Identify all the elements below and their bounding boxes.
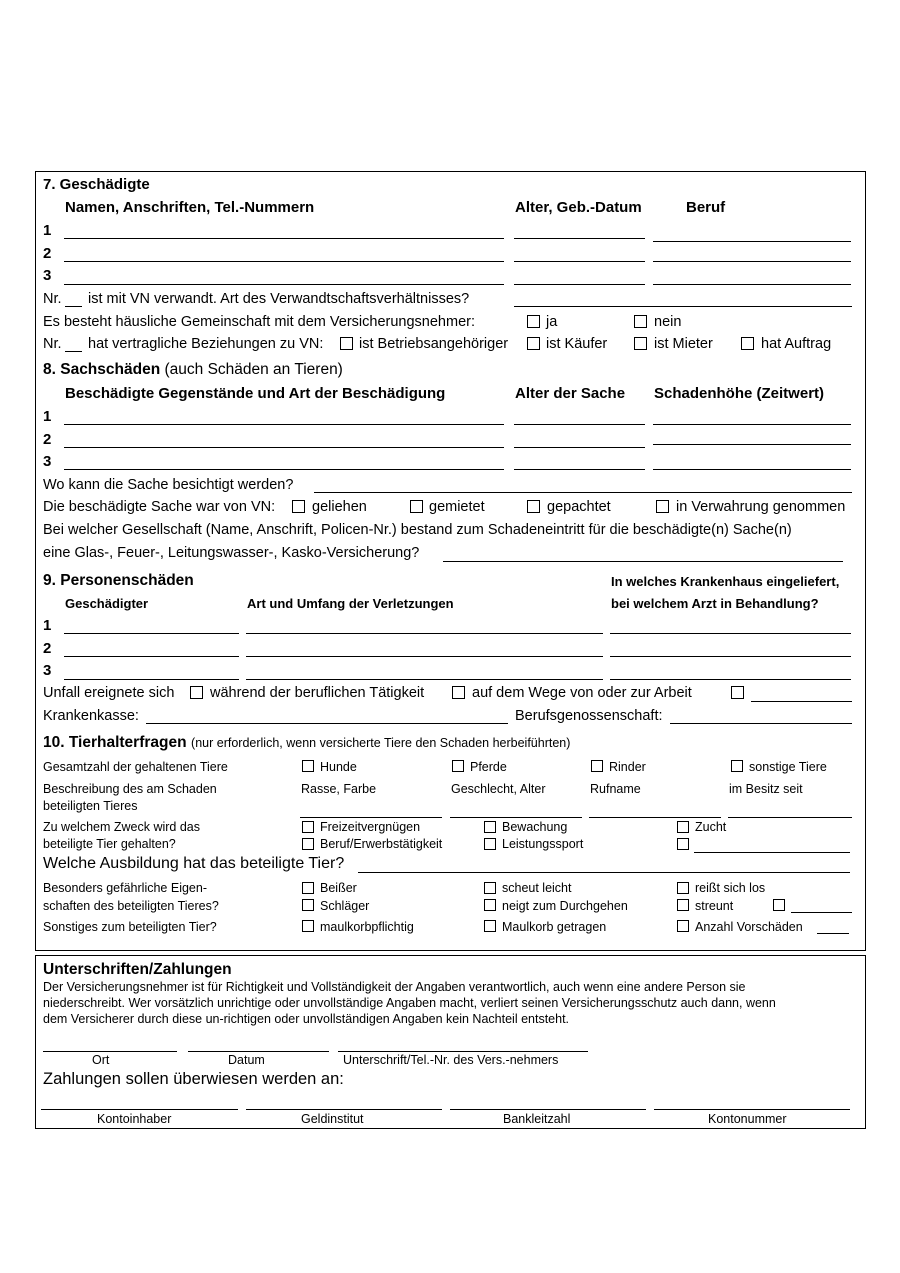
- item-field[interactable]: [64, 469, 504, 470]
- section-8-title: [43, 361, 343, 379]
- job-field[interactable]: [653, 284, 851, 285]
- checkbox-verwahrung[interactable]: [656, 500, 669, 513]
- amount-field[interactable]: [653, 469, 851, 470]
- maulkorbpflichtig-label: maulkorbpflichtig: [320, 920, 414, 934]
- injuries-field[interactable]: [246, 679, 603, 680]
- inspection-location-field[interactable]: [314, 492, 852, 493]
- household-question: Es besteht häusliche Gemeinschaft mit dem Versicherungsnehmer:: [43, 314, 475, 330]
- geliehen-label: geliehen: [312, 499, 367, 515]
- krankenkasse-field[interactable]: [146, 723, 508, 724]
- disclaimer-line3: dem Versicherer durch diese un-richtigen oder unvollständigen Angaben kein Nachteil entsteht.: [43, 1012, 570, 1026]
- row-number: 2: [43, 431, 52, 448]
- payment-heading: Zahlungen sollen überwiesen werden an:: [43, 1070, 344, 1088]
- animal-total-label: Gesamtzahl der gehaltenen Tiere: [43, 760, 228, 774]
- row-number: 3: [43, 662, 52, 679]
- hospital-field[interactable]: [610, 679, 851, 680]
- item-age-field[interactable]: [514, 469, 645, 470]
- checkbox-durchgehen[interactable]: [484, 899, 496, 911]
- leistungssport-label: Leistungssport: [502, 837, 584, 851]
- nein-label: nein: [654, 314, 682, 330]
- checkbox-other-purpose[interactable]: [677, 838, 689, 850]
- vorschaeden-field[interactable]: [817, 933, 849, 934]
- pferde-label: Pferde: [470, 760, 507, 774]
- col-header-age: Alter, Geb.-Datum: [515, 199, 642, 216]
- vorschaeden-label: Anzahl Vorschäden: [695, 920, 803, 934]
- mieter-label: ist Mieter: [654, 336, 713, 352]
- zucht-label: Zucht: [695, 820, 727, 834]
- krankenkasse-label: Krankenkasse:: [43, 708, 139, 724]
- scheut-label: scheut leicht: [502, 881, 572, 895]
- section-7-title: 7. Geschädigte: [43, 176, 150, 193]
- checkbox-maulkorbpflichtig[interactable]: [302, 920, 314, 932]
- contract-question: hat vertragliche Beziehungen zu VN:: [88, 336, 324, 352]
- insurer-field[interactable]: [443, 561, 843, 562]
- checkbox-leistungssport[interactable]: [484, 838, 496, 850]
- checkbox-gemietet[interactable]: [410, 500, 423, 513]
- nr-field[interactable]: [65, 306, 82, 307]
- checkbox-bewachung[interactable]: [484, 821, 496, 833]
- checkbox-streunt[interactable]: [677, 899, 689, 911]
- animal-description-line1: Beschreibung des am Schaden: [43, 782, 217, 796]
- erwerb-label: Beruf/Erwerbstätigkeit: [320, 837, 443, 851]
- hospital-header-line2: bei welchem Arzt in Behandlung?: [611, 596, 819, 611]
- kontonummer-field[interactable]: [654, 1109, 850, 1110]
- injuries-field[interactable]: [246, 633, 603, 634]
- hunde-label: Hunde: [320, 760, 357, 774]
- datum-field[interactable]: [188, 1051, 329, 1052]
- job-field[interactable]: [653, 241, 851, 242]
- rinder-label: Rinder: [609, 760, 646, 774]
- checkbox-kaeufer[interactable]: [527, 337, 540, 350]
- datum-label: Datum: [228, 1053, 265, 1067]
- row-number: 2: [43, 640, 52, 657]
- arbeitsweg-label: auf dem Wege von oder zur Arbeit: [472, 685, 692, 701]
- kontonummer-label: Kontonummer: [708, 1112, 787, 1126]
- kaeufer-label: ist Käufer: [546, 336, 608, 352]
- animal-description-line2: beteiligten Tieres: [43, 799, 138, 813]
- related-question: ist mit VN verwandt. Art des Verwandtschaftsverhältnisses?: [88, 291, 470, 307]
- where-question: Wo kann die Sache besichtigt werden?: [43, 477, 294, 493]
- purpose-question-line2: beteiligte Tier gehalten?: [43, 837, 176, 851]
- signature-field[interactable]: [338, 1051, 588, 1052]
- kontoinhaber-label: Kontoinhaber: [97, 1112, 172, 1126]
- checkbox-mieter[interactable]: [634, 337, 647, 350]
- item-age-field[interactable]: [514, 447, 645, 448]
- checkbox-beruflich[interactable]: [190, 686, 203, 699]
- section-9-title: 9. Personenschäden: [43, 572, 194, 589]
- bankleitzahl-label: Bankleitzahl: [503, 1112, 571, 1126]
- age-field[interactable]: [514, 284, 645, 285]
- gemietet-label: gemietet: [429, 499, 485, 515]
- other-danger-field[interactable]: [791, 912, 852, 913]
- item-field[interactable]: [64, 424, 504, 425]
- beruflich-label: während der beruflichen Tätigkeit: [210, 685, 425, 701]
- other-purpose-field[interactable]: [694, 852, 850, 853]
- geldinstitut-label: Geldinstitut: [301, 1112, 364, 1126]
- nr-label: Nr.: [43, 291, 62, 307]
- schlaeger-label: Schläger: [320, 899, 370, 913]
- name-field[interactable]: [64, 261, 504, 262]
- accident-question: Unfall ereignete sich: [43, 685, 175, 701]
- auftrag-label: hat Auftrag: [761, 336, 832, 352]
- disclaimer-line1: Der Versicherungsnehmer ist für Richtigkeit und Vollständigkeit der Angaben verantwortlich, auch wenn eine andere Person sie: [43, 980, 746, 994]
- checkbox-other-accident[interactable]: [731, 686, 744, 699]
- signature-title: Unterschriften/Zahlungen: [43, 961, 232, 978]
- beisser-label: Beißer: [320, 881, 357, 895]
- item-age-field[interactable]: [514, 424, 645, 425]
- reisst-label: reißt sich los: [695, 881, 766, 895]
- danger-question-line1: Besonders gefährliche Eigen-: [43, 881, 207, 895]
- name-field[interactable]: [64, 284, 504, 285]
- injured-field[interactable]: [64, 679, 239, 680]
- checkbox-other-danger[interactable]: [773, 899, 785, 911]
- checkbox-schlaeger[interactable]: [302, 899, 314, 911]
- checkbox-hunde[interactable]: [302, 760, 314, 772]
- section-10-title-rest: (nur erforderlich, wenn versicherte Tiere den Schaden herbeiführten): [191, 736, 571, 750]
- section-10-title-bold: 10. Tierhalterfragen: [43, 734, 187, 751]
- kontoinhaber-field[interactable]: [41, 1109, 238, 1110]
- geschlecht-field[interactable]: [450, 817, 582, 818]
- checkbox-reisst[interactable]: [677, 882, 689, 894]
- row-number: 1: [43, 222, 52, 239]
- row-number: 1: [43, 617, 52, 634]
- name-field[interactable]: [64, 238, 504, 239]
- row-number: 3: [43, 267, 52, 284]
- age-field[interactable]: [514, 238, 645, 239]
- hospital-header-line1: In welches Krankenhaus eingeliefert,: [611, 574, 840, 589]
- checkbox-geliehen[interactable]: [292, 500, 305, 513]
- training-question: Welche Ausbildung hat das beteiligte Tier?: [43, 855, 345, 872]
- col-header-injuries: Art und Umfang der Verletzungen: [247, 596, 454, 611]
- besitz-label: im Besitz seit: [729, 782, 803, 796]
- ja-label: ja: [546, 314, 558, 330]
- checkbox-ja[interactable]: [527, 315, 540, 328]
- freizeit-label: Freizeitvergnügen: [320, 820, 421, 834]
- training-field[interactable]: [358, 872, 850, 873]
- checkbox-pferde[interactable]: [452, 760, 464, 772]
- insurer-question-line2: eine Glas-, Feuer-, Leitungswasser-, Kasko-Versicherung?: [43, 545, 420, 561]
- checkbox-scheut[interactable]: [484, 882, 496, 894]
- section-8-title-bold: 8. Sachschäden: [43, 361, 161, 378]
- bankleitzahl-field[interactable]: [450, 1109, 646, 1110]
- amount-field[interactable]: [653, 444, 851, 445]
- job-field[interactable]: [653, 261, 851, 262]
- berufsgenossenschaft-field[interactable]: [670, 723, 852, 724]
- checkbox-zucht[interactable]: [677, 821, 689, 833]
- injured-field[interactable]: [64, 633, 239, 634]
- checkbox-gepachtet[interactable]: [527, 500, 540, 513]
- disclaimer-line2: niederschreibt. Wer vorsätzlich unrichtige oder unvollständige Angaben macht, verliert seinen Versicherungsschutz auch dann, wenn: [43, 996, 776, 1010]
- geschlecht-label: Geschlecht, Alter: [451, 782, 546, 796]
- gepachtet-label: gepachtet: [547, 499, 611, 515]
- nr-label: Nr.: [43, 336, 62, 352]
- berufsgenossenschaft-label: Berufsgenossenschaft:: [515, 708, 663, 724]
- besitz-field[interactable]: [728, 817, 852, 818]
- col-header-items: Beschädigte Gegenstände und Art der Beschädigung: [65, 385, 446, 402]
- danger-question-line2: schaften des beteiligten Tieres?: [43, 899, 219, 913]
- row-number: 3: [43, 453, 52, 470]
- checkbox-arbeitsweg[interactable]: [452, 686, 465, 699]
- checkbox-beisser[interactable]: [302, 882, 314, 894]
- row-number: 1: [43, 408, 52, 425]
- other-animal-label: Sonstiges zum beteiligten Tier?: [43, 920, 217, 934]
- item-field[interactable]: [64, 447, 504, 448]
- hospital-field[interactable]: [610, 656, 851, 657]
- checkbox-auftrag[interactable]: [741, 337, 754, 350]
- streunt-label: streunt: [695, 899, 734, 913]
- other-accident-field[interactable]: [751, 701, 852, 702]
- rufname-field[interactable]: [589, 817, 721, 818]
- checkbox-maulkorb-getragen[interactable]: [484, 920, 496, 932]
- rufname-label: Rufname: [590, 782, 641, 796]
- injuries-field[interactable]: [246, 656, 603, 657]
- sonstige-tiere-label: sonstige Tiere: [749, 760, 827, 774]
- age-field[interactable]: [514, 261, 645, 262]
- insurer-question-line1: Bei welcher Gesellschaft (Name, Anschrift, Policen-Nr.) bestand zum Schadeneintritt für die beschädigte(n) Sache(n): [43, 522, 792, 538]
- relationship-field[interactable]: [514, 306, 852, 307]
- durchgehen-label: neigt zum Durchgehen: [502, 899, 628, 913]
- amount-field[interactable]: [653, 424, 851, 425]
- maulkorb-getragen-label: Maulkorb getragen: [502, 920, 607, 934]
- col-header-amount: Schadenhöhe (Zeitwert): [654, 385, 825, 402]
- geldinstitut-field[interactable]: [246, 1109, 442, 1110]
- verwahrung-label: in Verwahrung genommen: [676, 499, 846, 515]
- checkbox-sonstige-tiere[interactable]: [731, 760, 743, 772]
- col-header-job: Beruf: [686, 199, 726, 216]
- ort-label: Ort: [92, 1053, 110, 1067]
- checkbox-erwerb[interactable]: [302, 838, 314, 850]
- rasse-label: Rasse, Farbe: [301, 782, 377, 796]
- checkbox-betriebsangehoeriger[interactable]: [340, 337, 353, 350]
- col-header-names: Namen, Anschriften, Tel.-Nummern: [65, 199, 315, 216]
- betriebsangehoeriger-label: ist Betriebsangehöriger: [359, 336, 509, 352]
- checkbox-rinder[interactable]: [591, 760, 603, 772]
- signature-label: Unterschrift/Tel.-Nr. des Vers.-nehmers: [343, 1053, 559, 1067]
- injured-field[interactable]: [64, 656, 239, 657]
- section-10-title: [43, 734, 570, 752]
- col-header-item-age: Alter der Sache: [515, 385, 626, 402]
- section-8-title-rest: (auch Schäden an Tieren): [164, 361, 343, 378]
- hospital-field[interactable]: [610, 633, 851, 634]
- row-number: 2: [43, 245, 52, 262]
- bewachung-label: Bewachung: [502, 820, 568, 834]
- purpose-question-line1: Zu welchem Zweck wird das: [43, 820, 200, 834]
- ort-field[interactable]: [43, 1051, 177, 1052]
- nr-field[interactable]: [65, 351, 82, 352]
- col-header-injured: Geschädigter: [65, 596, 149, 611]
- checkbox-vorschaeden[interactable]: [677, 920, 689, 932]
- checkbox-freizeit[interactable]: [302, 821, 314, 833]
- rasse-field[interactable]: [300, 817, 442, 818]
- ownership-question: Die beschädigte Sache war von VN:: [43, 499, 276, 515]
- checkbox-nein[interactable]: [634, 315, 647, 328]
